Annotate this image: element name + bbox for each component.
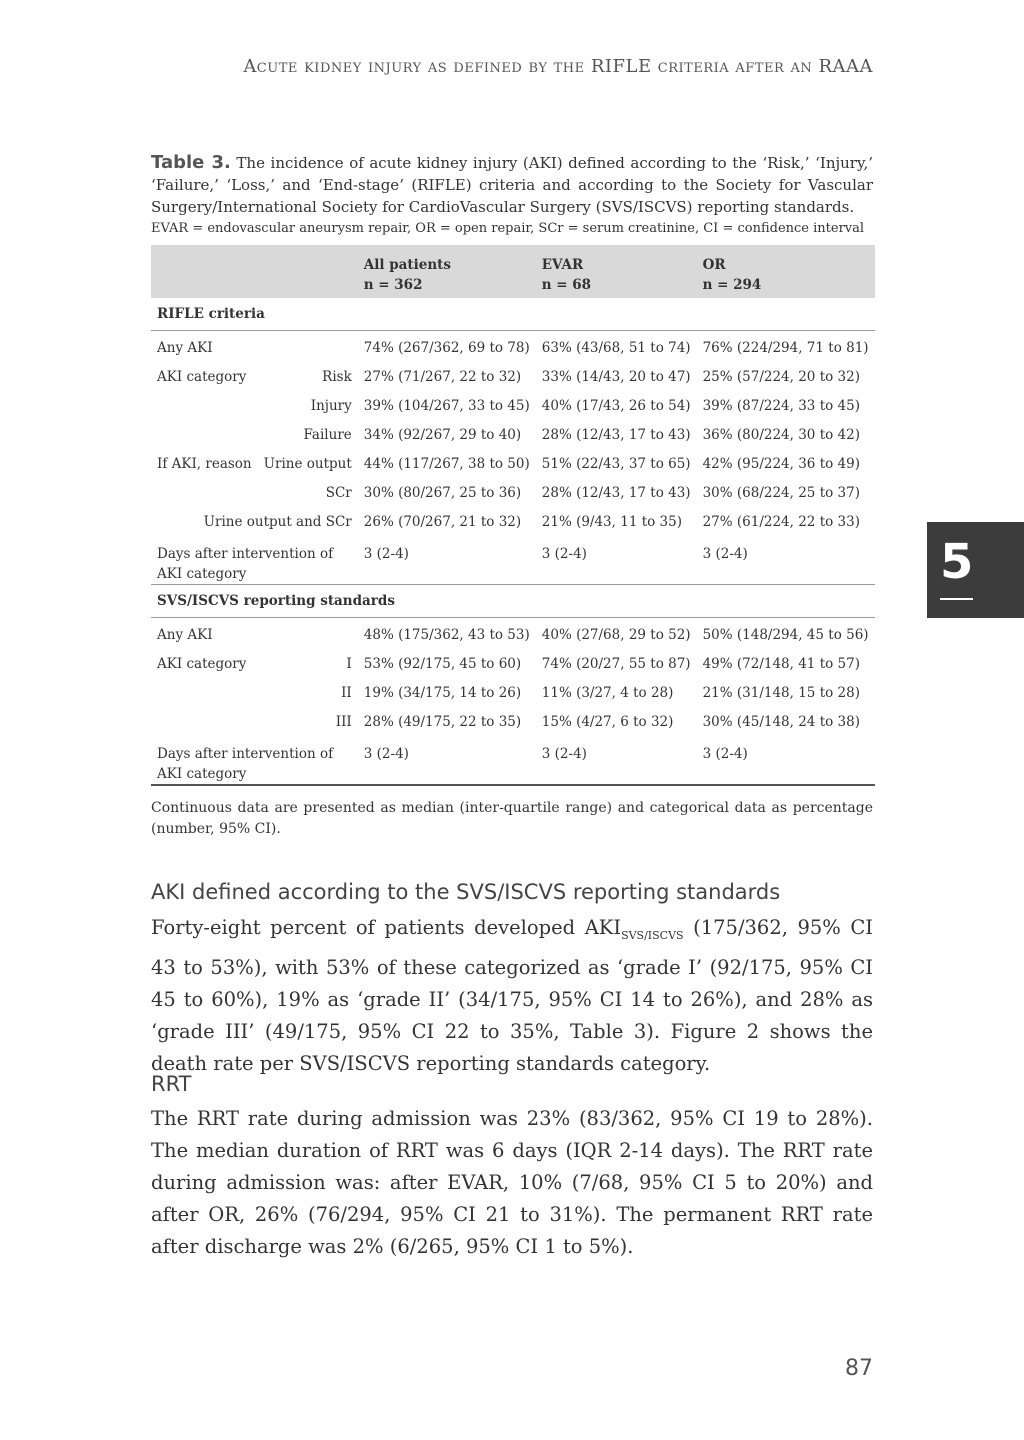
table-footnote: Continuous data are presented as median (inter-quartile range) and categorical data as percentage (number, 95% CI). — [151, 800, 873, 837]
running-head: Acute kidney injury as defined by the RIFLE criteria after an RAAA — [243, 56, 873, 77]
page-number: 87 — [845, 1356, 873, 1381]
table-row-days: Days after intervention of AKI category 3 (2-4) 3 (2-4) 3 (2-4) — [151, 537, 875, 585]
table-row: Any AKI 48% (175/362, 43 to 53) 40% (27/68, 29 to 52) 50% (148/294, 45 to 56) — [157, 627, 869, 643]
table-row: If AKI, reason Urine output 44% (117/267, 38 to 50) 51% (22/43, 37 to 65) 42% (95/224, 36 to 49) — [157, 456, 860, 472]
table-row: III 28% (49/175, 22 to 35) 15% (4/27, 6 to 32) 30% (45/148, 24 to 38) — [335, 714, 860, 730]
caption-text: The incidence of acute kidney injury (AKI) defined according to the ‘Risk,’ ‘Injury,’ ‘Failure,’ ‘Loss,’ and ‘End-stage’ (RIFLE) criteria and according to the Society for Vascular Surgery/International Society for CardioVascular Surgery (SVS/ISCVS) reporting standards. — [151, 154, 873, 216]
table-row: Urine output and SCr 26% (70/267, 21 to 32) 21% (9/43, 11 to 35) 27% (61/224, 22 to 33) — [203, 514, 860, 530]
table-row: AKI category I 53% (92/175, 45 to 60) 74% (20/27, 55 to 87) 49% (72/148, 41 to 57) — [157, 656, 860, 672]
section-row-rifle: RIFLE criteria — [151, 298, 875, 331]
table-row: Injury 39% (104/267, 33 to 45) 40% (17/43, 26 to 54) 39% (87/224, 33 to 45) — [310, 398, 860, 414]
section-row-svs: SVS/ISCVS reporting standards — [151, 585, 875, 618]
caption-abbreviations: EVAR = endovascular aneurysm repair, OR = open repair, SCr = serum creatinine, CI = confidence interval — [151, 221, 865, 236]
table-3 — [151, 245, 875, 786]
table-row: II 19% (34/175, 14 to 26) 11% (3/27, 4 to 28) 21% (31/148, 15 to 28) — [341, 685, 860, 701]
header-evar: EVAR n = 68 — [536, 245, 697, 298]
section-heading-svs: AKI defined according to the SVS/ISCVS reporting standards — [151, 880, 781, 904]
paragraph-rrt: The RRT rate during admission was 23% (83/362, 95% CI 19 to 28%). The median duration of RRT was 6 days (IQR 2-14 days). The RRT rate during admission was: after EVAR, 10% (7/68, 95% CI 5 to 20%) and after OR, 26% (76/294, 95% CI 21 to 31%). The permanent RRT rate after discharge was 2% (6/265, 95% CI 1 to 5%). — [151, 1107, 873, 1258]
chapter-tab — [927, 522, 1024, 618]
table-label: Table 3. — [151, 152, 231, 173]
table-row: Failure 34% (92/267, 29 to 40) 28% (12/43, 17 to 43) 36% (80/224, 30 to 42) — [303, 427, 860, 443]
table-row: Any AKI 74% (267/362, 69 to 78) 63% (43/68, 51 to 74) 76% (224/294, 71 to 81) — [157, 340, 869, 356]
table-row-days: Days after intervention of AKI category 3 (2-4) 3 (2-4) 3 (2-4) — [151, 737, 875, 785]
chapter-number: 5 — [940, 534, 974, 590]
table-header-row — [151, 245, 875, 298]
header-all-patients: All patients n = 362 — [358, 245, 536, 298]
header-or: OR n = 294 — [697, 245, 875, 298]
table-caption — [151, 152, 873, 239]
table-row: SCr 30% (80/267, 25 to 36) 28% (12/43, 17 to 43) 30% (68/224, 25 to 37) — [325, 485, 860, 501]
section-heading-rrt: RRT — [151, 1072, 192, 1096]
chapter-tab-underline — [940, 598, 973, 600]
table-row: AKI category Risk 27% (71/267, 22 to 32) 33% (14/43, 20 to 47) 25% (57/224, 20 to 32) — [157, 369, 860, 385]
paragraph-svs: Forty-eight percent of patients developed $AKI_{SVS/ISCVS}$ (175/362, 95% CI 43 to 53%), with 53% of these categorized as ‘grade I’ (92/175, 95% CI 45 to 60%), 19% as ‘grade II’ (34/175, 95% CI 14 to 26%), and 28% as ‘grade III’ (49/175, 95% CI 22 to 35%, Table 3). Figure 2 shows the death rate per SVS/ISCVS reporting standards category. — [151, 916, 873, 1075]
